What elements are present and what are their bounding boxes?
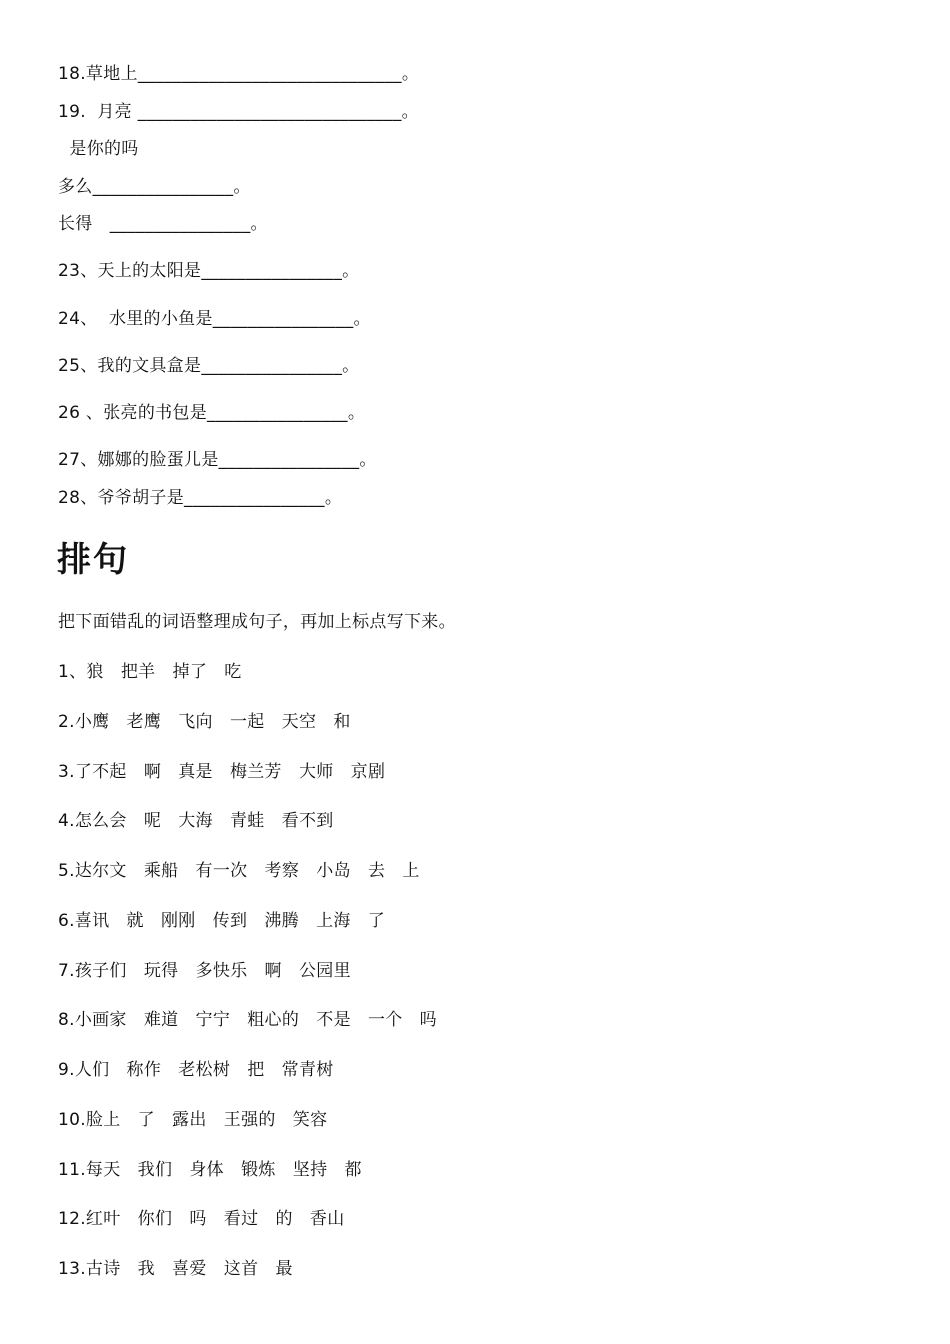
fill-line-20: 是你的吗 [58,139,139,159]
fill-line-19: 19. 月亮 ______________________________。 [58,102,419,122]
fill-line-18: 18.草地上______________________________。 [58,64,420,84]
fill-line-27: 27、娜娜的脸蛋儿是________________。 [58,450,377,470]
sort-item-10: 10.脸上 了 露出 王强的 笑容 [58,1110,328,1130]
fill-line-26: 26 、张亮的书包是________________。 [58,403,366,423]
section-heading: 排句 [57,540,129,580]
sort-item-12: 12.红叶 你们 吗 看过 的 香山 [58,1209,345,1229]
sort-item-9: 9.人们 称作 老松树 把 常青树 [58,1060,334,1080]
sort-item-6: 6.喜讯 就 刚刚 传到 沸腾 上海 了 [58,911,386,931]
fill-line-24: 24、 水里的小鱼是________________。 [58,309,371,329]
sort-item-7: 7.孩子们 玩得 多快乐 啊 公园里 [58,961,351,981]
fill-line-21: 多么________________。 [58,177,251,197]
fill-line-25: 25、我的文具盒是________________。 [58,356,360,376]
fill-line-22: 长得 ________________。 [58,214,268,234]
fill-line-23: 23、天上的太阳是________________。 [58,261,360,281]
section-instruction: 把下面错乱的词语整理成句子，再加上标点写下来。 [58,612,456,632]
sort-item-11: 11.每天 我们 身体 锻炼 坚持 都 [58,1160,362,1180]
sort-item-2: 2.小鹰 老鹰 飞向 一起 天空 和 [58,712,351,732]
sort-item-4: 4.怎么会 呢 大海 青蛙 看不到 [58,811,334,831]
sort-item-8: 8.小画家 难道 宁宁 粗心的 不是 一个 吗 [58,1010,437,1030]
sort-item-13: 13.古诗 我 喜爱 这首 最 [58,1259,293,1279]
sort-item-1: 1、狼 把羊 掉了 吃 [58,662,242,682]
sort-item-5: 5.达尔文 乘船 有一次 考察 小岛 去 上 [58,861,420,881]
sort-item-3: 3.了不起 啊 真是 梅兰芳 大师 京剧 [58,762,386,782]
fill-line-28: 28、爷爷胡子是________________。 [58,488,343,508]
